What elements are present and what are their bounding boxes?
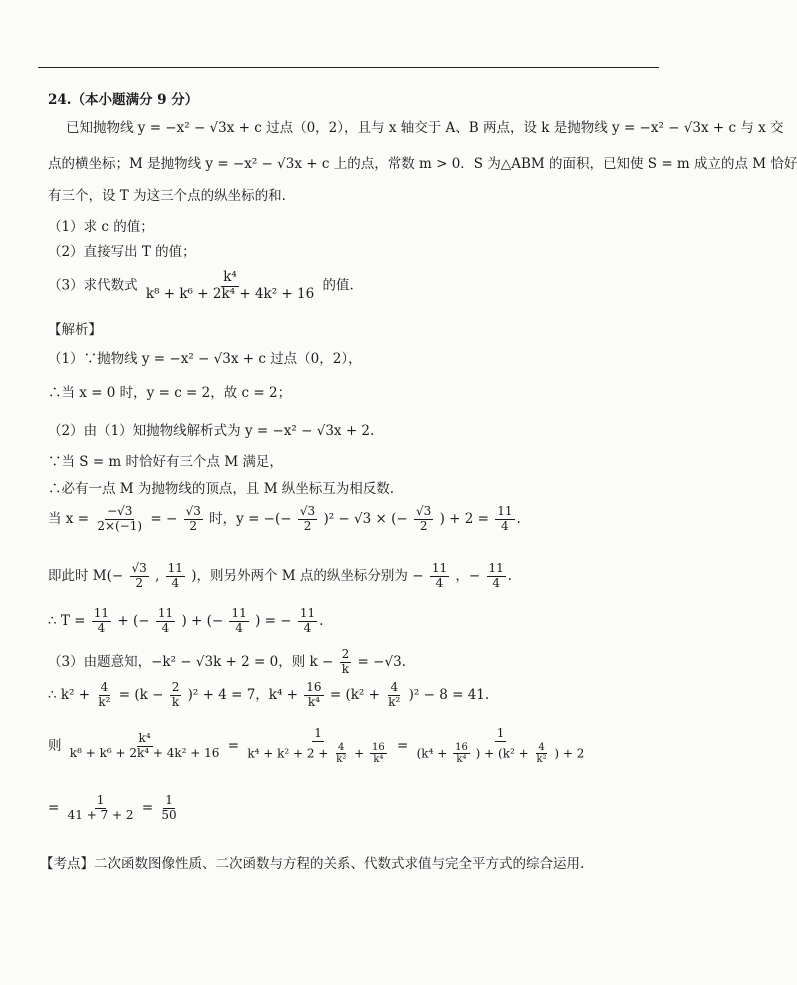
- solution-2a: （2）由（1）知抛物线解析式为 y = −x² − √3x + 2.: [48, 423, 375, 439]
- solution-2e: 即此时 M(− $\frac{√3}{2}$ , $\frac{11}{4}$ )，则另外两个 M 点的纵坐标分别为 − $\frac{11}{4}$ ，− $\frac{11}{4}$ .: [48, 561, 513, 590]
- kaodian: 【考点】二次函数图像性质、二次函数与方程的关系、代数式求值与完全平方式的综合运用.: [40, 856, 585, 872]
- solution-3d: = $\frac{1}{41 + 7 + 2}$ = $\frac{1}{50}$: [48, 793, 177, 822]
- question-2: （2）直接写出 T 的值；: [48, 244, 196, 260]
- top-rule: [38, 67, 659, 68]
- solution-2b: ∵当 S = m 时恰好有三个点 M 满足，: [48, 454, 283, 470]
- solution-1a: （1）∵抛物线 y = −x² − √3x + c 过点（0，2），: [48, 351, 362, 367]
- solution-3a: （3）由题意知，−k² − √3k + 2 = 0，则 k − $\frac{2}{k}$ = −√3.: [48, 647, 406, 676]
- problem-title: 24.（本小题满分 9 分）: [48, 92, 199, 108]
- problem-statement-line2: 点的横坐标；M 是抛物线 y = −x² − √3x + c 上的点，常数 m > 0．S 为△ABM 的面积，已知使 S = m 成立的点 M 恰好: [48, 156, 797, 172]
- problem-statement-line3: 有三个，设 T 为这三个点的纵坐标的和.: [48, 188, 286, 204]
- question-3: （3）求代数式 $\frac{\text{k⁴}}{\text{k⁸ + k⁶ + 2k⁴ + 4k² + 16}}$ 的值.: [48, 269, 354, 302]
- solution-3b: ∴ k² + $\frac{4}{\text{k²}}$ = (k − $\frac{2}{k}$ )² + 4 = 7，k⁴ + $\frac{16}{\text{k⁴}}$ = (k² + $\frac{4}{\text{k²}}$ )² − 8 = 41.: [48, 680, 490, 709]
- solution-2f: ∴ T = $\frac{11}{4}$ + (− $\frac{11}{4}$ ) + (− $\frac{11}{4}$ ) = − $\frac{11}{4}$ .: [48, 606, 324, 635]
- solution-header: 【解析】: [48, 322, 102, 338]
- solution-1b: ∴当 x = 0 时，y = c = 2，故 c = 2；: [48, 385, 292, 401]
- q3-fraction: $\frac{\text{k⁴}}{\text{k⁸ + k⁶ + 2k⁴ + 4k² + 16}}$: [145, 269, 315, 302]
- question-1: （1）求 c 的值；: [48, 219, 154, 235]
- problem-statement-line1: 已知抛物线 y = −x² − √3x + c 过点（0，2），且与 x 轴交于 A、B 两点，设 k 是抛物线 y = −x² − √3x + c 与 x 交: [66, 120, 784, 136]
- solution-3c: 则 $\frac{\text{k⁴}}{\text{k⁸ + k⁶ + 2k⁴ + 4k² + 16}}$ = 1 k⁴ + k² + 2 + $\frac{4}{\text{k²}}$ + $\frac{16}{\text{k⁴}}$ = 1 (k⁴ + $\frac{16}{\text{k⁴}}$ ) + (k² + $\frac{4}{\text{k²}}$ ) + 2: [48, 726, 585, 766]
- solution-2d: 当 x = $\frac{-√3}{2\times(-1)}$ = − $\frac{√3}{2}$ 时，y = −(− $\frac{√3}{2}$ )² − √3 × (− $\frac{√3}{2}$ ) + 2 = $\frac{11}{4}$ .: [48, 504, 521, 533]
- solution-2c: ∴必有一点 M 为抛物线的顶点，且 M 纵坐标互为相反数.: [48, 481, 395, 497]
